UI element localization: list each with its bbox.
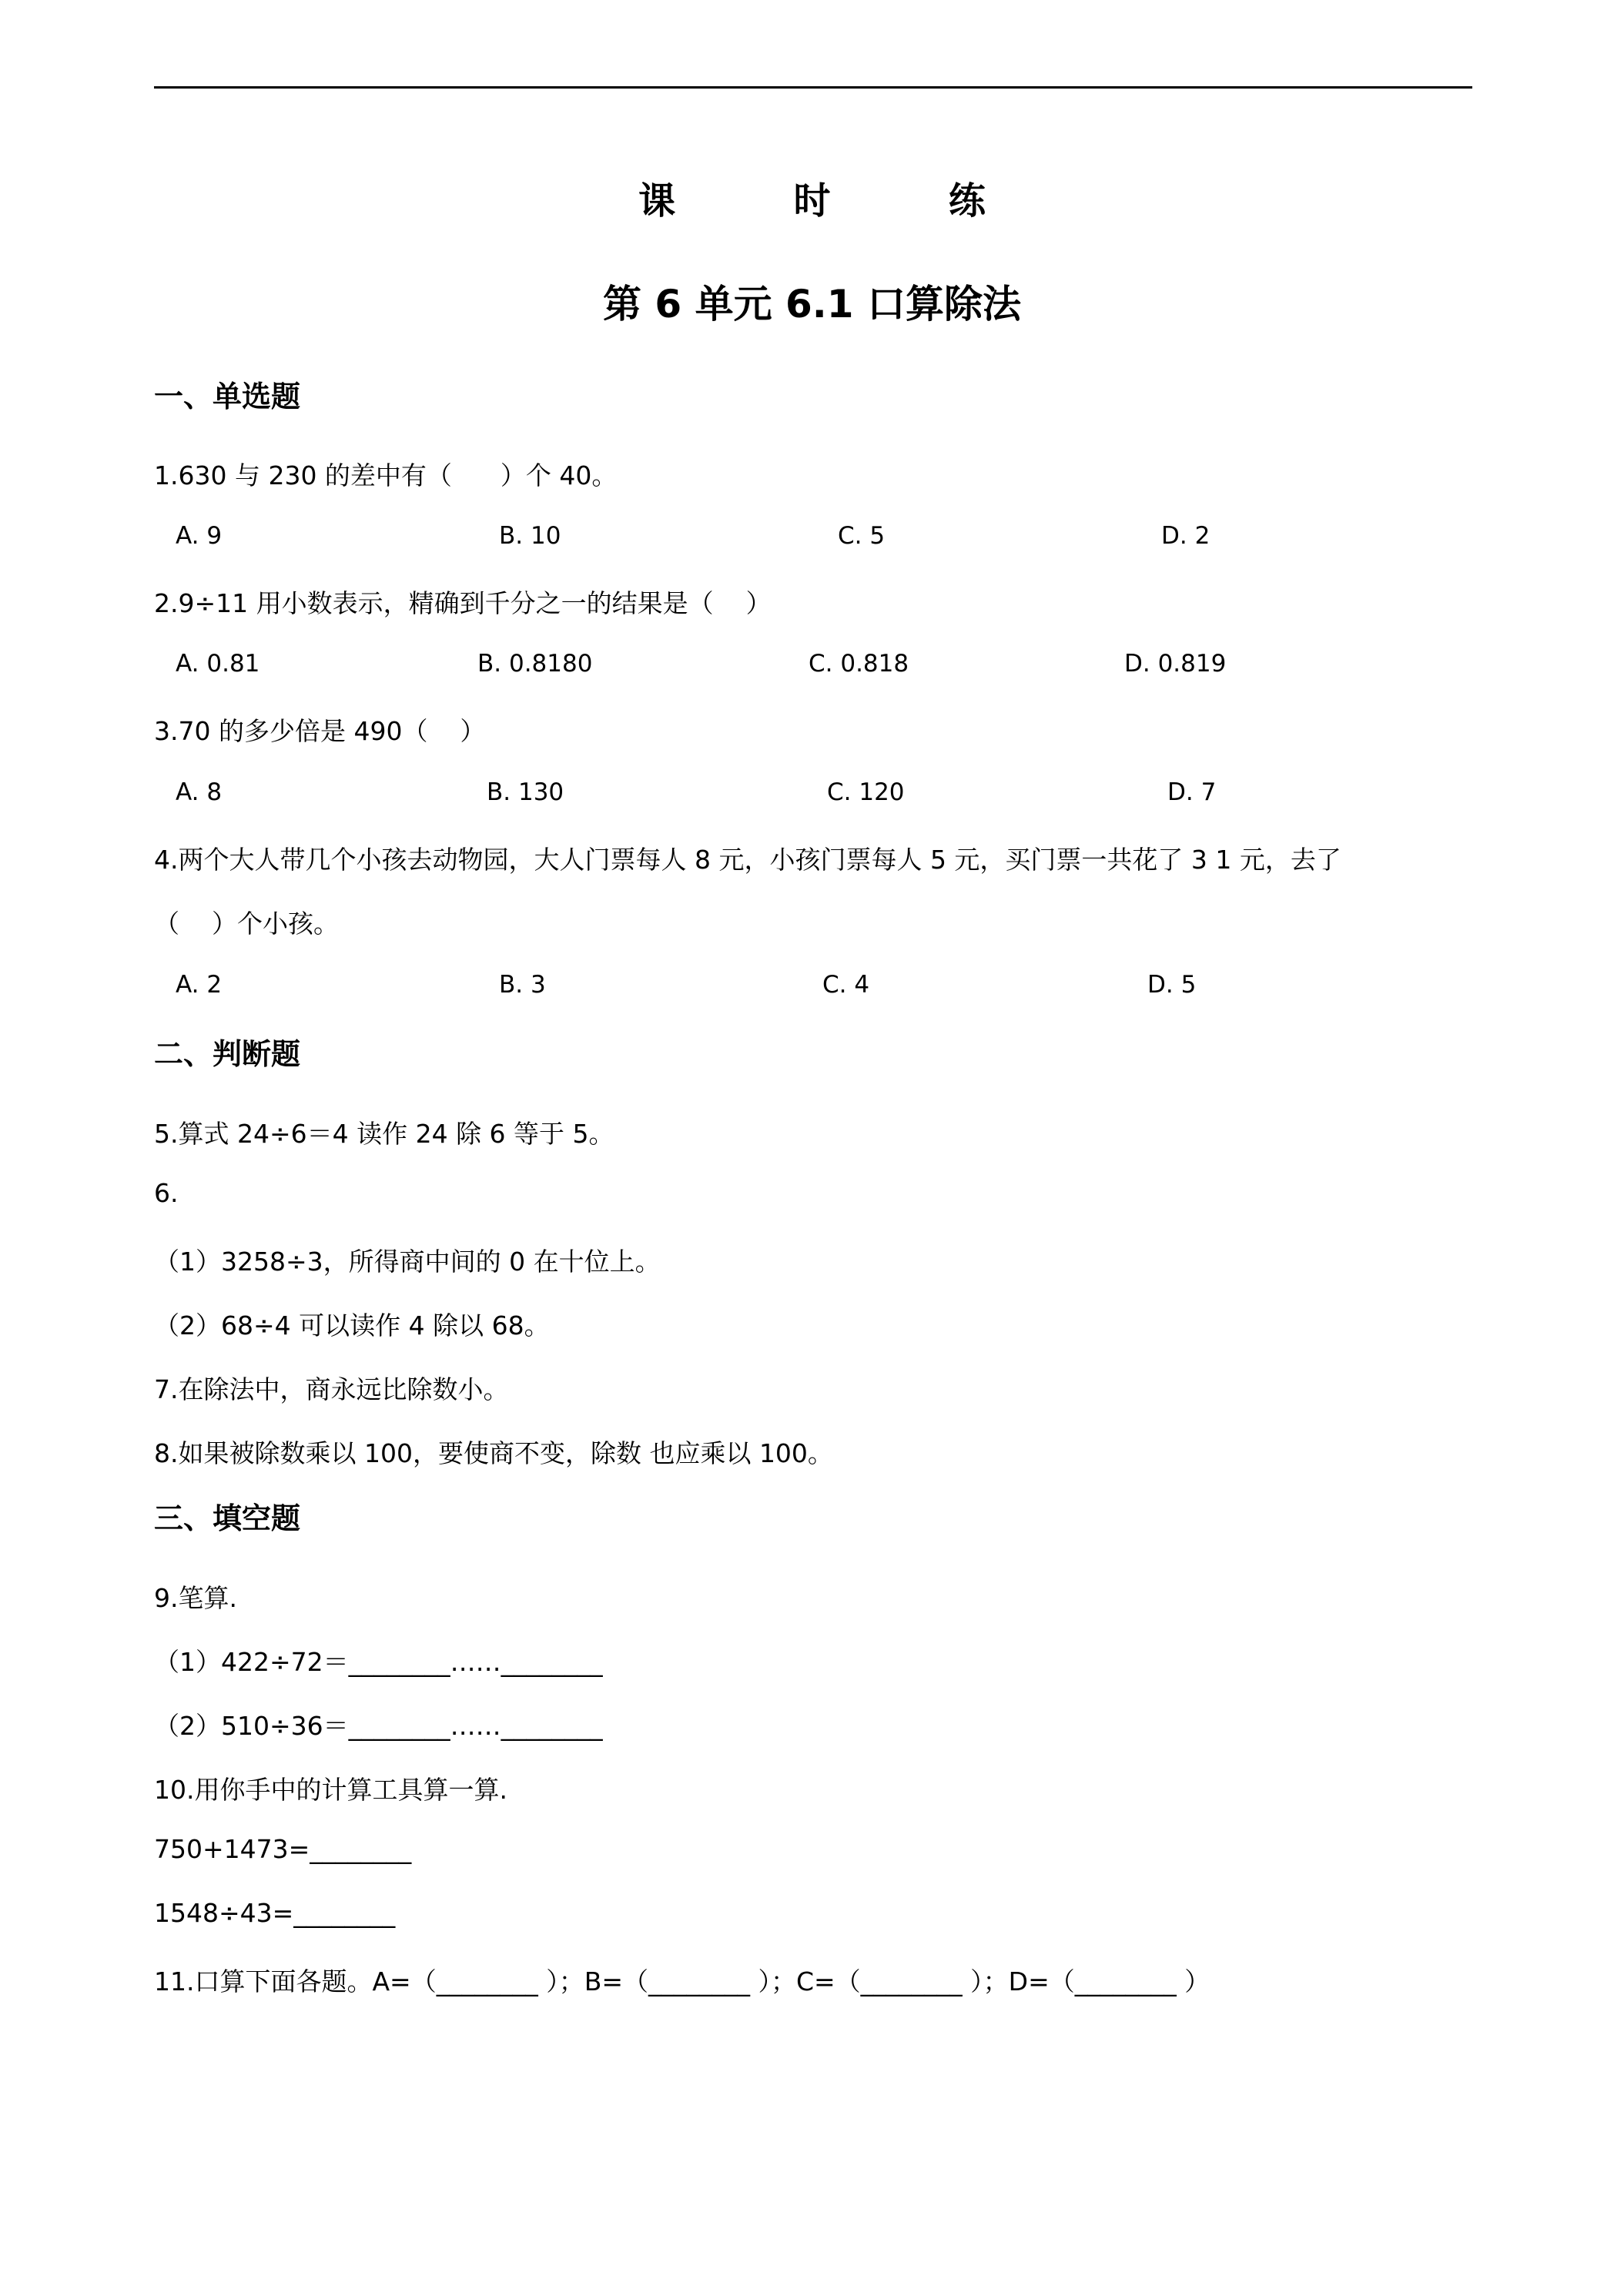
question-5: 5.算式 24÷6＝4 读作 24 除 6 等于 5。 bbox=[154, 1119, 614, 1149]
question-10: 10.用你手中的计算工具算一算. bbox=[154, 1775, 507, 1805]
question-9-part-1: （1）422÷72＝________……________ bbox=[154, 1647, 603, 1677]
question-3-option-d[interactable]: D. 7 bbox=[1167, 778, 1217, 806]
question-4-option-d[interactable]: D. 5 bbox=[1147, 971, 1197, 999]
question-3-option-a[interactable]: A. 8 bbox=[176, 778, 223, 806]
question-6-part-1: （1）3258÷3，所得商中间的 0 在十位上。 bbox=[154, 1247, 661, 1277]
question-1-option-a[interactable]: A. 9 bbox=[176, 522, 223, 550]
question-10-part-1: 750+1473=________ bbox=[154, 1834, 412, 1864]
question-6-part-2: （2）68÷4 可以读作 4 除以 68。 bbox=[154, 1310, 550, 1340]
question-2-option-a[interactable]: A. 0.81 bbox=[176, 650, 260, 678]
section-heading-fill-blank: 三、填空题 bbox=[154, 1501, 301, 1535]
question-9: 9.笔算. bbox=[154, 1583, 237, 1613]
section-heading-single-choice: 一、单选题 bbox=[154, 380, 301, 413]
question-1-stem: 1.630 与 230 的差中有（ ）个 40。 bbox=[154, 460, 618, 490]
question-2-option-d[interactable]: D. 0.819 bbox=[1124, 650, 1227, 678]
question-2-option-b[interactable]: B. 0.8180 bbox=[477, 650, 593, 678]
question-11: 11.口算下面各题。A=（________ ）；B=（________ ）；C=（________ ）；D=（________ ） bbox=[154, 1966, 1210, 1996]
question-10-part-2: 1548÷43=________ bbox=[154, 1898, 396, 1928]
question-2-stem: 2.9÷11 用小数表示，精确到千分之一的结果是（ ） bbox=[154, 588, 772, 618]
question-4-stem-line2: （ ）个小孩。 bbox=[154, 909, 339, 939]
question-4-stem-line1: 4.两个大人带几个小孩去动物园，大人门票每人 8 元，小孩门票每人 5 元，买门票一共花了 3 1 元，去了 bbox=[154, 845, 1341, 875]
question-1-option-c[interactable]: C. 5 bbox=[838, 522, 886, 550]
question-4-option-c[interactable]: C. 4 bbox=[822, 971, 870, 999]
question-4-option-b[interactable]: B. 3 bbox=[499, 971, 546, 999]
header-rule bbox=[154, 86, 1472, 89]
question-1-option-b[interactable]: B. 10 bbox=[499, 522, 561, 550]
question-1-option-d[interactable]: D. 2 bbox=[1161, 522, 1210, 550]
question-7: 7.在除法中，商永远比除数小。 bbox=[154, 1374, 509, 1404]
section-heading-true-false: 二、判断题 bbox=[154, 1037, 301, 1071]
page-subtitle: 第 6 单元 6.1 口算除法 bbox=[603, 282, 1021, 326]
question-3-stem: 3.70 的多少倍是 490（ ） bbox=[154, 716, 486, 746]
question-4-option-a[interactable]: A. 2 bbox=[176, 971, 223, 999]
question-3-option-b[interactable]: B. 130 bbox=[487, 778, 564, 806]
page-title: 课 时 练 bbox=[638, 179, 1016, 223]
question-3-option-c[interactable]: C. 120 bbox=[827, 778, 905, 806]
question-8: 8.如果被除数乘以 100，要使商不变，除数 也应乘以 100。 bbox=[154, 1438, 833, 1468]
question-6: 6. bbox=[154, 1178, 179, 1208]
question-9-part-2: （2）510÷36＝________……________ bbox=[154, 1711, 603, 1741]
question-2-option-c[interactable]: C. 0.818 bbox=[809, 650, 909, 678]
